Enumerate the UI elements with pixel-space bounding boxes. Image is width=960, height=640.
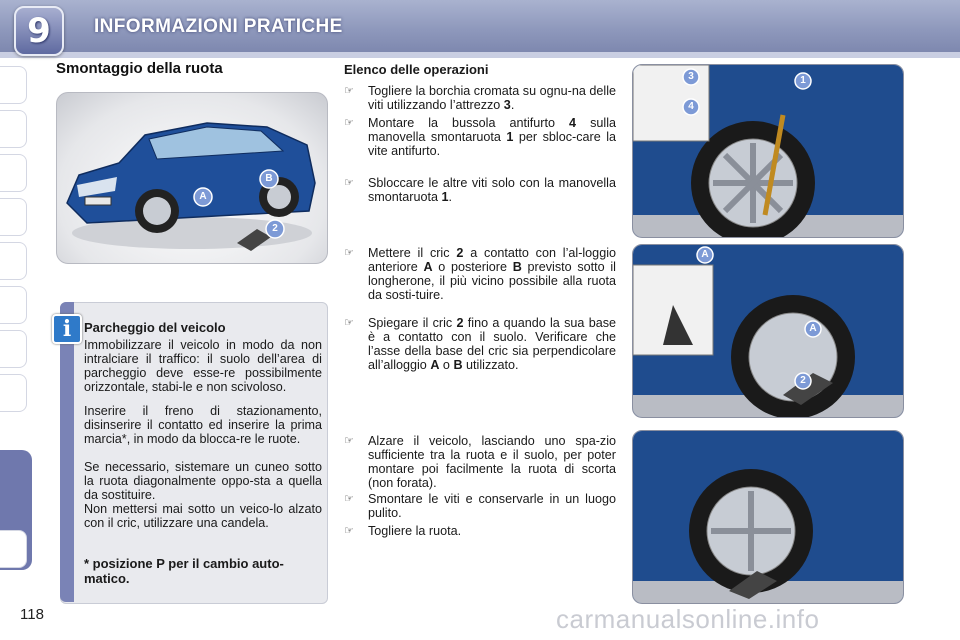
info-box-stripe	[60, 302, 74, 602]
photo-label-2: 2	[800, 375, 806, 386]
item-reference: 2	[456, 316, 464, 330]
info-box-title: Parcheggio del veicolo	[84, 320, 226, 335]
chapter-tab[interactable]	[0, 242, 27, 280]
jack-point-a-label: A	[199, 191, 207, 202]
step-text: per sbloc-care la vite antifurto.	[368, 130, 617, 158]
car-drawing	[57, 93, 327, 263]
step-text: Mettere il cric	[368, 246, 457, 260]
operation-step-text	[368, 116, 616, 158]
photo-wheel-bolts	[632, 64, 904, 238]
info-footnote: * posizione P per il cambio auto-matico.	[84, 556, 284, 586]
step-text: Spiegare il cric	[368, 316, 457, 330]
step-text: a contatto con l’al-loggio anteriore	[368, 246, 616, 274]
operation-step	[344, 84, 616, 112]
photo-lifted-car	[632, 430, 904, 604]
operations-title: Elenco delle operazioni	[344, 62, 489, 77]
item-reference: 1	[441, 190, 449, 204]
operation-step-text	[368, 316, 616, 372]
chapter-tab[interactable]	[0, 154, 27, 192]
pointing-hand-icon: ☞	[344, 316, 354, 329]
item-reference: B	[453, 358, 463, 372]
lifted-car-drawing	[633, 431, 903, 603]
watermark: carmanualsonline.info	[556, 604, 820, 634]
step-text: Smontare le viti e conservarle in un luogo pulito.	[368, 492, 616, 520]
chapter-title: INFORMAZIONI PRATICHE	[94, 16, 343, 37]
chapter-badge	[14, 6, 64, 56]
step-text: Sbloccare le altre viti solo con la manovella smontaruota	[368, 176, 616, 204]
chapter-tab[interactable]	[0, 330, 27, 368]
operation-step	[344, 434, 616, 490]
photo-jack-placement	[632, 244, 904, 418]
operation-step	[344, 492, 616, 520]
car-illustration	[56, 92, 328, 264]
photo-label-a-2: A	[809, 323, 817, 334]
section-title: Smontaggio della ruota	[56, 60, 223, 77]
photo-label-3: 3	[688, 71, 694, 82]
step-text: Togliere la ruota.	[368, 524, 462, 538]
info-paragraph: Se necessario, sistemare un cuneo sotto la ruota diagonalmente oppo-sta a quella da sostituire.	[84, 460, 322, 502]
chapter-number: 9	[27, 11, 51, 51]
step-text: .	[448, 190, 453, 204]
operation-step-text	[368, 84, 616, 112]
pointing-hand-icon: ☞	[344, 434, 354, 447]
info-paragraph: Immobilizzare il veicolo in modo da non intralciare il traffico: il suolo dell’area di parcheggio deve esse-re possibilmente orizzontale, stabi-le e non scivoloso.	[84, 338, 322, 394]
operation-step	[344, 316, 616, 372]
operation-step-text	[368, 524, 616, 538]
jack-point-b-label: B	[265, 173, 273, 184]
jack-placement-drawing	[633, 245, 903, 417]
step-text: sulla manovella smontaruota	[368, 116, 616, 144]
step-text: Montare la bussola antifurto	[368, 116, 570, 130]
chapter-tab[interactable]	[0, 198, 27, 236]
info-paragraph: Non mettersi mai sotto un veico-lo alzato con il cric, utilizzare una candela.	[84, 502, 322, 530]
item-reference: A	[430, 358, 440, 372]
photo-label-4: 4	[688, 101, 694, 112]
pointing-hand-icon: ☞	[344, 524, 354, 537]
item-reference: 1	[506, 130, 514, 144]
jack-label: 2	[272, 223, 278, 234]
step-text: utilizzato.	[462, 358, 519, 372]
wheel-bolts-drawing	[633, 65, 903, 237]
photo-label-a: A	[701, 249, 709, 260]
pointing-hand-icon: ☞	[344, 246, 354, 259]
chapter-tabs	[0, 58, 28, 578]
operation-step-text	[368, 434, 616, 490]
operation-step-text	[368, 246, 616, 302]
operation-step-text	[368, 176, 616, 204]
info-paragraph: Inserire il freno di stazionamento, disinserire il contatto ed inserire la prima marcia*, in modo da blocca-re le ruote.	[84, 404, 322, 446]
photo-label-1: 1	[800, 75, 806, 86]
operation-step-text	[368, 492, 616, 520]
step-text: o	[439, 358, 454, 372]
step-text: .	[510, 98, 515, 112]
operation-step	[344, 116, 616, 158]
page-number: 118	[20, 606, 44, 623]
pointing-hand-icon: ☞	[344, 84, 354, 97]
item-reference: 2	[456, 246, 464, 260]
operation-step	[344, 524, 616, 538]
header-strip	[0, 52, 960, 58]
step-text: fino a quando la sua base è a contatto con il suolo. Verificare che l’asse della base del cric sia perpendicolare all’alloggio	[368, 316, 617, 372]
chapter-tab[interactable]	[0, 530, 27, 568]
operation-step	[344, 246, 616, 302]
step-text: Togliere la borchia cromata su ognu-na delle viti utilizzando l’attrezzo	[368, 84, 616, 112]
step-text: o posteriore	[432, 260, 513, 274]
item-reference: B	[512, 260, 522, 274]
pointing-hand-icon: ☞	[344, 176, 354, 189]
item-reference: 4	[569, 116, 577, 130]
chapter-tab[interactable]	[0, 374, 27, 412]
chapter-tab[interactable]	[0, 110, 27, 148]
item-reference: 3	[503, 98, 511, 112]
pointing-hand-icon: ☞	[344, 116, 354, 129]
pointing-hand-icon: ☞	[344, 492, 354, 505]
step-text: previsto sotto il longherone, il più vicino possibile alla ruota da sosti-tuire.	[368, 260, 616, 302]
operation-step	[344, 176, 616, 204]
chapter-tab[interactable]	[0, 286, 27, 324]
item-reference: A	[423, 260, 433, 274]
info-icon: i	[52, 314, 82, 344]
step-text: Alzare il veicolo, lasciando uno spa-zio sufficiente tra la ruota e il suolo, per poter montare poi facilmente la ruota di scorta (non forata).	[368, 434, 616, 490]
chapter-tab[interactable]	[0, 66, 27, 104]
